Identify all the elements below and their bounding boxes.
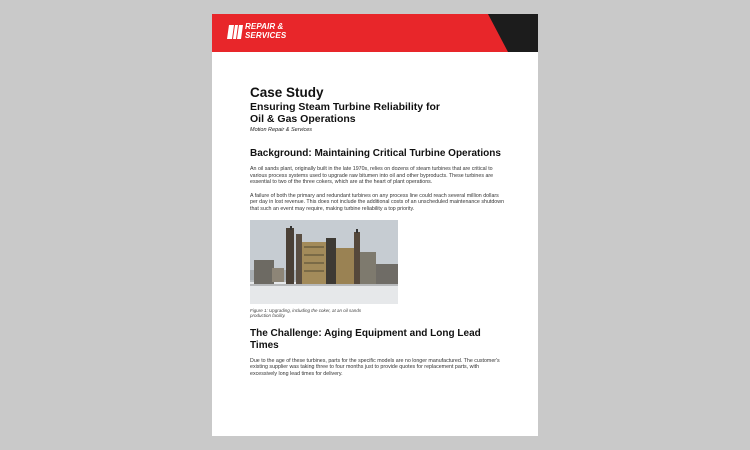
document-page — [212, 14, 538, 436]
title-line-2: Oil & Gas Operations — [250, 113, 356, 125]
header-banner — [212, 14, 538, 52]
title-line-1: Ensuring Steam Turbine Reliability for — [250, 101, 440, 113]
challenge-heading — [250, 328, 506, 352]
brand-name — [245, 23, 286, 40]
background-paragraph-1: An oil sands plant, originally built in the late 1970s, relies on dozens of steam turbines that are critical to various process systems used to upgrade raw bitumen into oil and other byproducts. These turbines are essential to two of the three cokers, which are at the heart of plant operations. — [250, 166, 494, 186]
challenge-heading-line-2: Times — [250, 339, 279, 351]
document-title — [250, 101, 506, 125]
case-study-label: Case Study — [250, 85, 324, 100]
oil-sands-facility-photo — [250, 220, 398, 304]
challenge-paragraph-1: Due to the age of these turbines, parts for the specific models are no longer manufactured. The customer's existing supplier was taking three to four months just to provide quotes for replacement parts, with excessively long lead times for delivery. — [250, 357, 500, 377]
motion-logo-icon — [226, 25, 244, 39]
figure-caption: Figure 1: Upgrading, including the coker, at an oil sands production facility. — [250, 307, 362, 319]
background-paragraph-2: A failure of both the primary and redundant turbines on any process line could reach several million dollars per day in lost revenue. This does not include the additional costs of an unscheduled maintenance shutdown that such an event may require, making turbine reliability a top priority. — [250, 192, 505, 212]
brand-line-1: REPAIR & — [245, 22, 284, 31]
brand-line-2: SERVICES — [245, 30, 287, 40]
background-heading: Background: Maintaining Critical Turbine Operations — [250, 148, 501, 159]
challenge-heading-line-1: The Challenge: Aging Equipment and Long Lead — [250, 327, 481, 339]
document-subtitle: Motion Repair & Services — [250, 127, 313, 133]
document-body — [250, 85, 506, 378]
facility-illustration — [250, 220, 398, 304]
